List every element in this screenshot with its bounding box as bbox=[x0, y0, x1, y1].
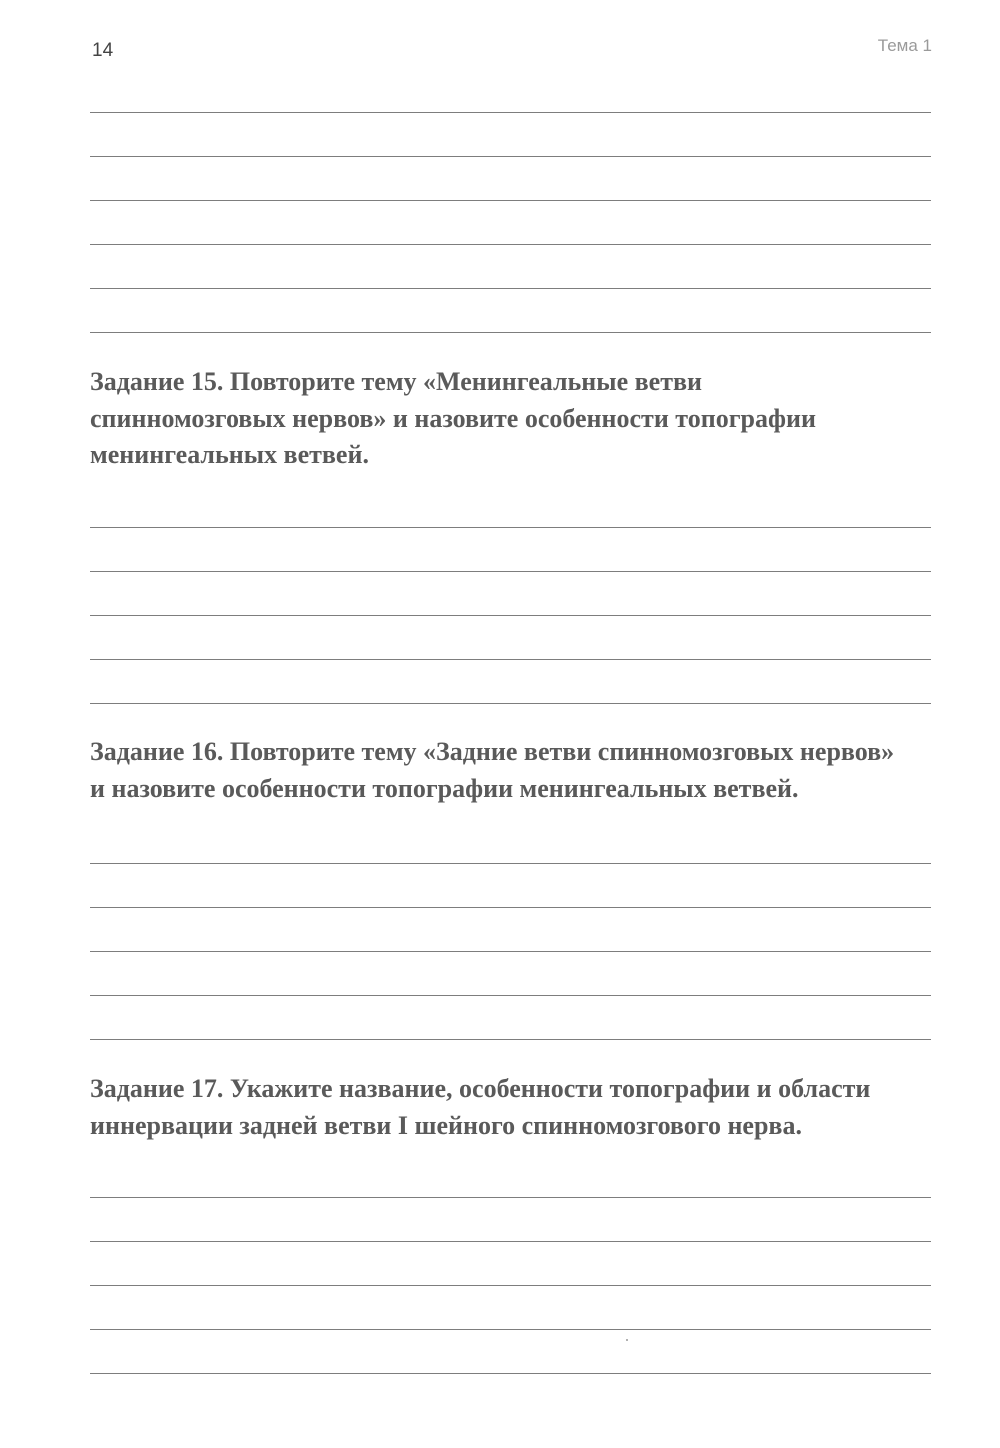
task-16-line-2: и назовите особенности топографии менингеальных ветвей. bbox=[90, 773, 799, 803]
task-17-text bbox=[90, 1071, 950, 1144]
print-speck bbox=[626, 1339, 628, 1341]
answer-line[interactable] bbox=[90, 615, 931, 616]
answer-line[interactable] bbox=[90, 244, 931, 245]
task-17-line-1: Задание 17. Укажите название, особенности топографии и области bbox=[90, 1074, 871, 1103]
answer-line[interactable] bbox=[90, 288, 931, 289]
answer-line[interactable] bbox=[90, 995, 931, 996]
answer-line[interactable] bbox=[90, 1039, 931, 1040]
answer-line[interactable] bbox=[90, 1373, 931, 1374]
answer-line[interactable] bbox=[90, 200, 931, 201]
answer-line[interactable] bbox=[90, 1285, 931, 1286]
answer-line[interactable] bbox=[90, 1241, 931, 1242]
running-title: Тема 1 bbox=[877, 36, 932, 55]
answer-line[interactable] bbox=[90, 1329, 931, 1330]
answer-line[interactable] bbox=[90, 1197, 931, 1198]
task-15-text bbox=[90, 364, 950, 474]
task-16-text bbox=[90, 734, 950, 807]
task-15-line-1: Задание 15. Повторите тему «Менингеальные ветви bbox=[90, 367, 702, 396]
answer-line[interactable] bbox=[90, 571, 931, 572]
answer-line[interactable] bbox=[90, 703, 931, 704]
answer-line[interactable] bbox=[90, 659, 931, 660]
answer-line[interactable] bbox=[90, 527, 931, 528]
answer-line[interactable] bbox=[90, 951, 931, 952]
task-17-line-2: иннервации задней ветви I шейного спинномозгового нерва. bbox=[90, 1110, 802, 1140]
answer-line[interactable] bbox=[90, 907, 931, 908]
answer-line[interactable] bbox=[90, 112, 931, 113]
answer-line[interactable] bbox=[90, 156, 931, 157]
task-15-line-2: спинномозговых нервов» и назовите особенности топографии bbox=[90, 403, 816, 433]
task-15-line-3: менингеальных ветвей. bbox=[90, 440, 369, 469]
answer-line[interactable] bbox=[90, 863, 931, 864]
page-number: 14 bbox=[92, 40, 114, 61]
answer-line[interactable] bbox=[90, 332, 931, 333]
task-16-line-1: Задание 16. Повторите тему «Задние ветви спинномозговых нервов» bbox=[90, 737, 895, 766]
